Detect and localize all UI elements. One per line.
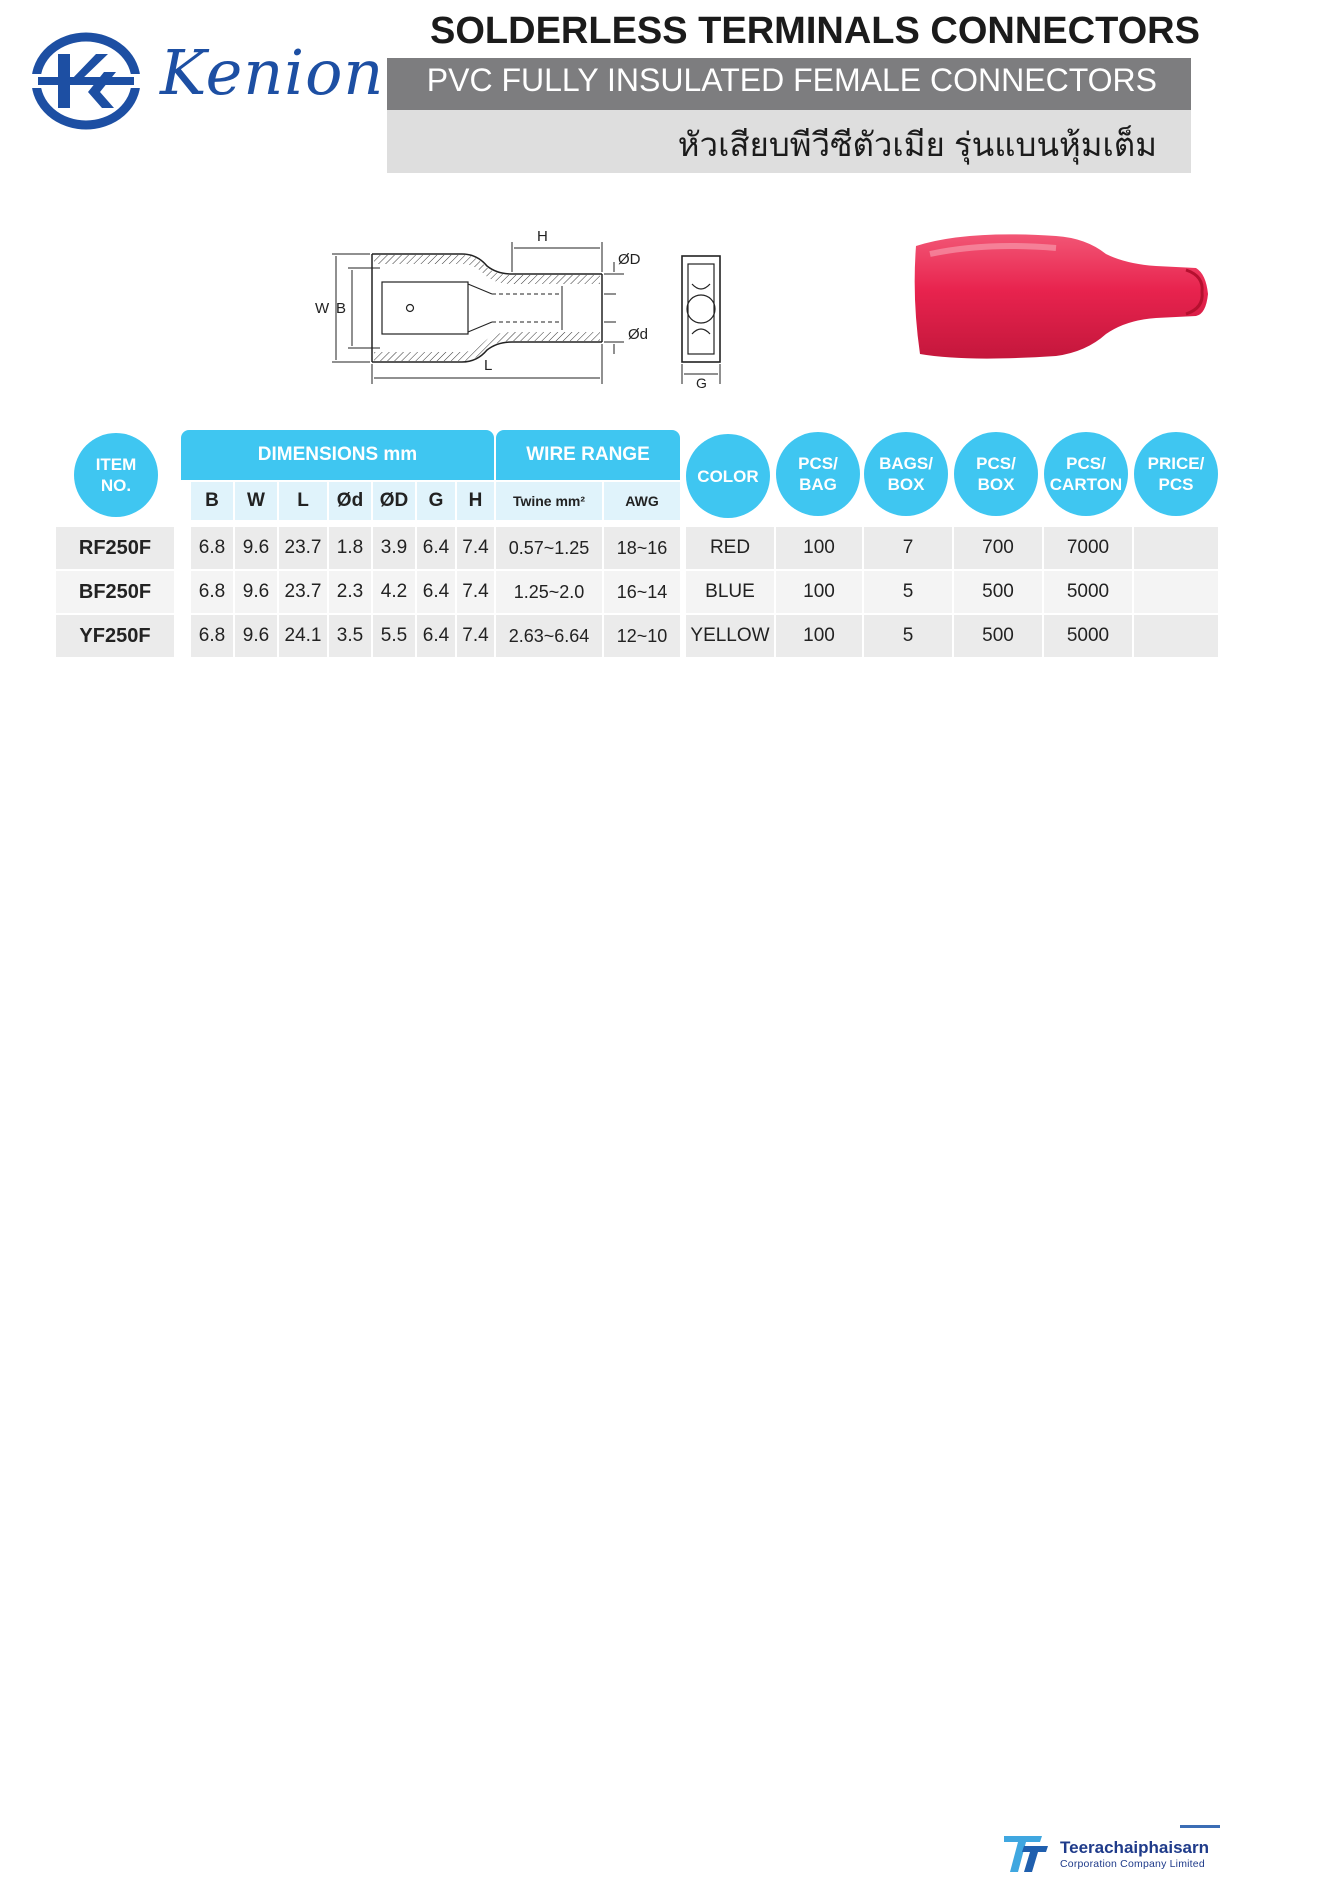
table-cell-item: RF250F [56,527,174,571]
table-cell-dims-5: 6.4 [417,615,455,659]
table-cell-dims-3: 2.3 [329,571,371,615]
thai-title: หัวเสียบพีวีซีตัวเมีย รุ่นแบนหุ้มเต็ม [677,126,1157,163]
table-cell-pcs_carton: 7000 [1044,527,1132,571]
page-title: SOLDERLESS TERMINALS CONNECTORS [430,10,1200,52]
table-cell-dims-3: 3.5 [329,615,371,659]
table-cell-awg: 18~16 [604,527,680,571]
table-cell-pcs_box: 500 [954,571,1042,615]
technical-drawing [312,224,732,392]
company-name: Teerachaiphaisarn [1060,1838,1209,1857]
table-cell-twine: 1.25~2.0 [496,571,602,615]
table-cell-twine: 2.63~6.64 [496,615,602,659]
table-cell-dims-4: 4.2 [373,571,415,615]
col-header-B: B [191,482,233,520]
table-cell-dims-0: 6.8 [191,571,233,615]
col-header-D: ØD [373,482,415,520]
table-cell-dims-5: 6.4 [417,527,455,571]
table-cell-dims-6: 7.4 [457,527,494,571]
label-d: Ød [628,326,649,343]
table-cell-pcs_bag: 100 [776,527,862,571]
table-cell-twine: 0.57~1.25 [496,527,602,571]
col-header-H: H [457,482,494,520]
col-header-G: G [417,482,455,520]
table-cell-awg: 12~10 [604,615,680,659]
connector-side-view [372,254,602,362]
table-cell-dims-5: 6.4 [417,571,455,615]
pcs-bag-header: PCS/ BAG [776,432,860,516]
table-cell-bags_box: 7 [864,527,952,571]
table-cell-pcs_carton: 5000 [1044,571,1132,615]
footer-accent-rule [1180,1825,1220,1828]
table-cell-pcs_box: 700 [954,527,1042,571]
table-cell-dims-2: 23.7 [279,571,327,615]
table-cell-item: BF250F [56,571,174,615]
table-cell-dims-2: 24.1 [279,615,327,659]
pcs-carton-header: PCS/ CARTON [1044,432,1128,516]
label-L: L [484,357,493,374]
page-subtitle: PVC FULLY INSULATED FEMALE CONNECTORS [426,62,1157,98]
price-pcs-header: PRICE/ PCS [1134,432,1218,516]
table-cell-dims-0: 6.8 [191,527,233,571]
color-header: COLOR [686,434,770,518]
bags-box-header: BAGS/ BOX [864,432,948,516]
table-cell-price [1134,571,1218,615]
table-cell-dims-3: 1.8 [329,527,371,571]
table-cell-dims-0: 6.8 [191,615,233,659]
col-header-twine: Twine mm² [496,482,602,520]
table-cell-pcs_bag: 100 [776,615,862,659]
product-photo-red-connector [906,224,1216,374]
label-B: B [336,300,347,317]
table-cell-item: YF250F [56,615,174,659]
table-cell-pcs_bag: 100 [776,571,862,615]
table-cell-pcs_box: 500 [954,615,1042,659]
wire-range-header: WIRE RANGE [496,430,680,480]
table-cell-price [1134,615,1218,659]
col-header-W: W [235,482,277,520]
kenion-logo-emblem [30,32,142,130]
table-cell-bags_box: 5 [864,615,952,659]
table-cell-dims-6: 7.4 [457,615,494,659]
label-W: W [315,300,330,317]
table-cell-dims-4: 5.5 [373,615,415,659]
table-cell-dims-1: 9.6 [235,527,277,571]
table-cell-price [1134,527,1218,571]
table-cell-dims-2: 23.7 [279,527,327,571]
label-D: ØD [618,251,641,268]
connector-end-view [682,256,720,384]
col-header-d: Ød [329,482,371,520]
table-cell-color: YELLOW [686,615,774,659]
col-header-awg: AWG [604,482,680,520]
label-H: H [537,228,548,245]
table-cell-color: BLUE [686,571,774,615]
company-subtitle: Corporation Company Limited [1060,1858,1205,1870]
table-cell-pcs_carton: 5000 [1044,615,1132,659]
table-cell-bags_box: 5 [864,571,952,615]
table-cell-color: RED [686,527,774,571]
label-G: G [696,375,707,391]
table-cell-dims-6: 7.4 [457,571,494,615]
table-cell-awg: 16~14 [604,571,680,615]
col-header-L: L [279,482,327,520]
table-cell-dims-1: 9.6 [235,615,277,659]
dimensions-header: DIMENSIONS mm [181,430,494,480]
brand-wordmark: Kenion [160,36,385,109]
table-cell-dims-4: 3.9 [373,527,415,571]
table-cell-dims-1: 9.6 [235,571,277,615]
item-no-header: ITEM NO. [74,433,158,517]
teerachaiphaisarn-logo-icon [1002,1832,1050,1874]
pcs-box-header: PCS/ BOX [954,432,1038,516]
